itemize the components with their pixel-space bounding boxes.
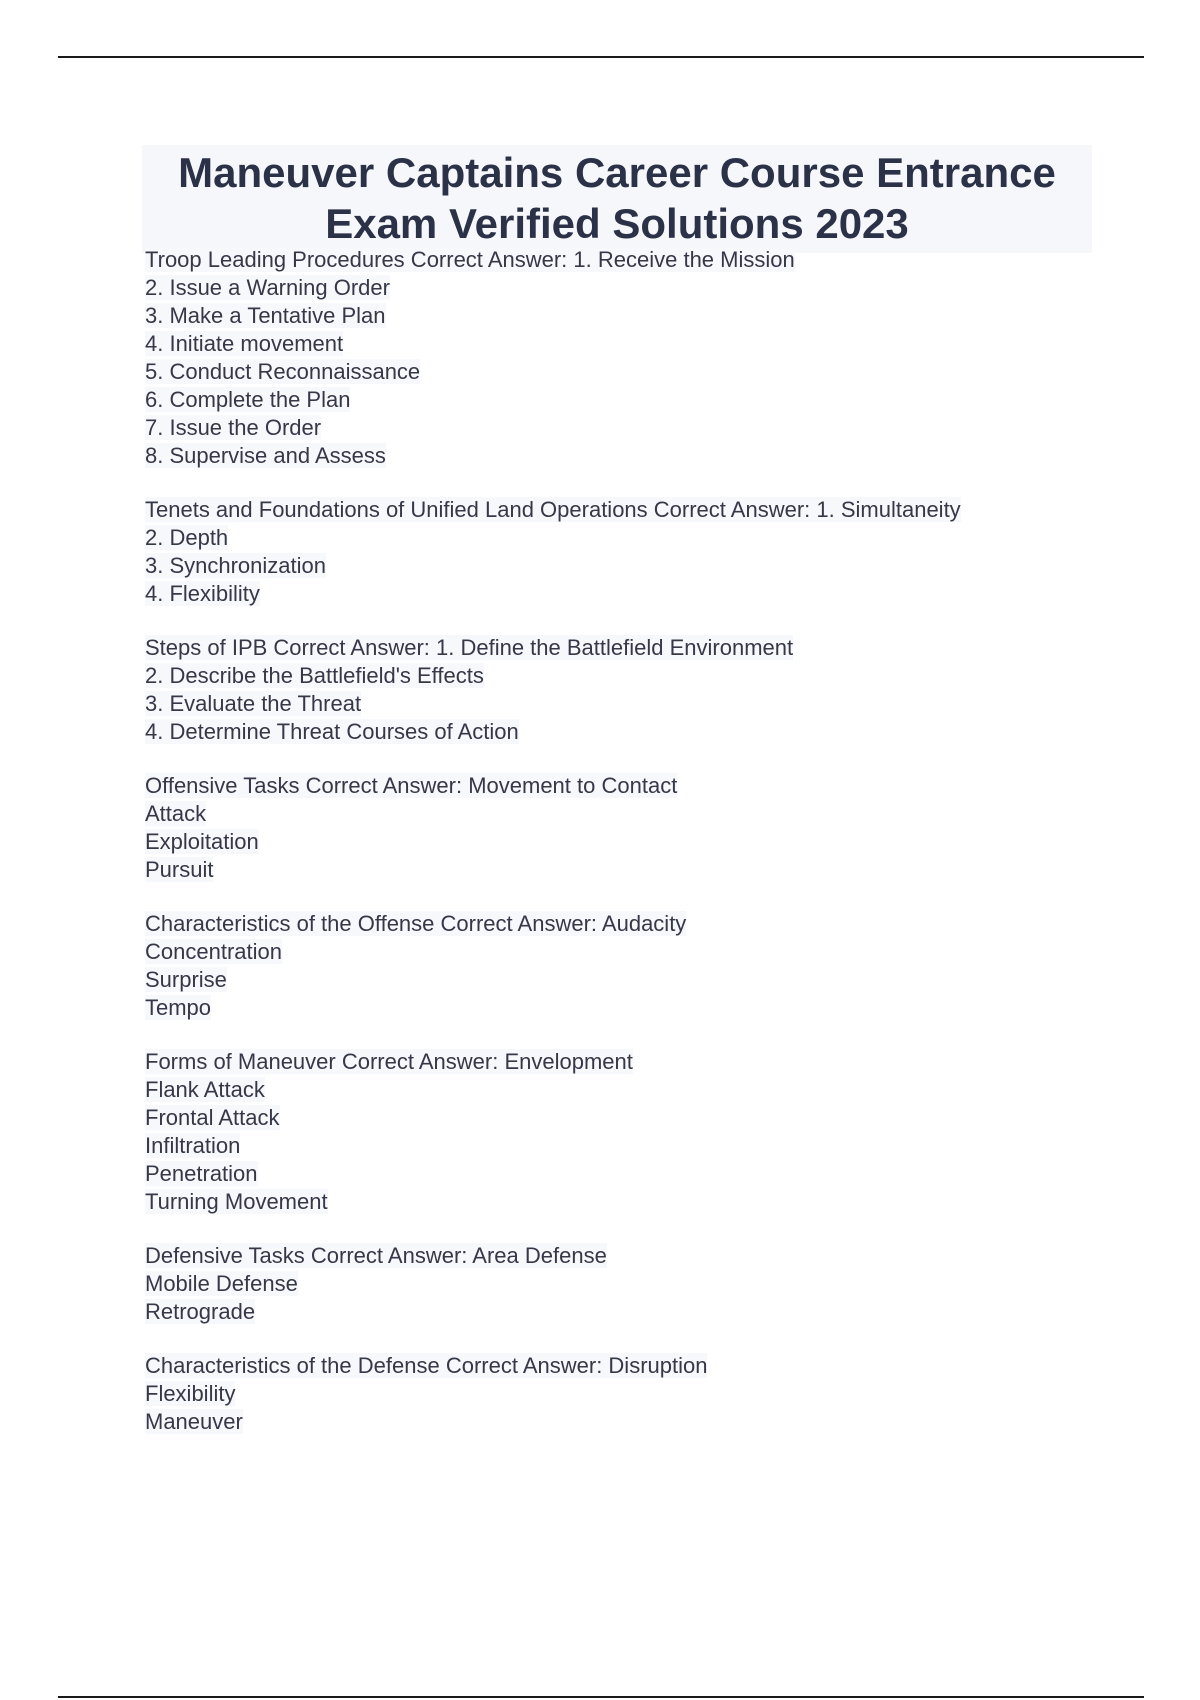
question-text: Offensive Tasks [145, 773, 300, 798]
qa-question-line [145, 1242, 1105, 1270]
answer-line: Retrograde [145, 1299, 256, 1324]
answer-line: 8. Supervise and Assess [145, 443, 386, 468]
answer-first-line: 1. Receive the Mission [573, 247, 795, 272]
answer-line: Pursuit [145, 857, 214, 882]
title-line: Exam Verified Solutions 2023 [325, 200, 909, 247]
answer-line: Flexibility [145, 1381, 236, 1406]
answer-prefix: Correct Answer: [647, 497, 817, 522]
answer-line: 7. Issue the Order [145, 415, 322, 440]
answer-first-line: Disruption [608, 1353, 708, 1378]
qa-question-line [145, 496, 1105, 524]
qa-item [145, 246, 1105, 470]
answer-prefix: Correct Answer: [304, 1243, 473, 1268]
answer-line: Mobile Defense [145, 1271, 298, 1296]
qa-item [145, 772, 1105, 884]
qa-question-line [145, 246, 1105, 274]
question-text: Troop Leading Procedures [145, 247, 405, 272]
qa-item [145, 634, 1105, 746]
answer-line: 2. Depth [145, 525, 229, 550]
answer-line: Surprise [145, 967, 227, 992]
answer-line: Concentration [145, 939, 282, 964]
answer-line: 4. Determine Threat Courses of Action [145, 719, 519, 744]
answer-line: Attack [145, 801, 207, 826]
qa-question-line [145, 772, 1105, 800]
answer-line: 3. Synchronization [145, 553, 326, 578]
answer-first-line: Envelopment [504, 1049, 633, 1074]
qa-item [145, 910, 1105, 1022]
title-line: Maneuver Captains Career Course Entrance [178, 149, 1056, 196]
page-title [142, 147, 1092, 249]
answer-first-line: Area Defense [472, 1243, 607, 1268]
question-text: Steps of IPB [145, 635, 268, 660]
qa-list [145, 246, 1105, 1462]
answer-prefix: Correct Answer: [434, 911, 602, 936]
question-text: Characteristics of the Defense [145, 1353, 440, 1378]
answer-line: Frontal Attack [145, 1105, 280, 1130]
answer-line: 5. Conduct Reconnaissance [145, 359, 421, 384]
answer-first-line: Audacity [601, 911, 687, 936]
answer-line: 6. Complete the Plan [145, 387, 351, 412]
bottom-rule [58, 1696, 1144, 1698]
answer-line: 3. Make a Tentative Plan [145, 303, 386, 328]
answer-prefix: Correct Answer: [267, 635, 437, 660]
qa-question-line [145, 910, 1105, 938]
qa-item [145, 496, 1105, 608]
answer-line: Turning Movement [145, 1189, 328, 1214]
question-text: Forms of Maneuver [145, 1049, 336, 1074]
answer-line: Maneuver [145, 1409, 243, 1434]
qa-question-line [145, 634, 1105, 662]
answer-first-line: 1. Define the Battlefield Environment [436, 635, 794, 660]
qa-question-line [145, 1352, 1105, 1380]
question-text: Characteristics of the Offense [145, 911, 435, 936]
top-rule [58, 56, 1144, 58]
answer-prefix: Correct Answer: [439, 1353, 609, 1378]
answer-prefix: Correct Answer: [299, 773, 469, 798]
answer-line: 2. Issue a Warning Order [145, 275, 390, 300]
qa-question-line [145, 1048, 1105, 1076]
answer-line: Penetration [145, 1161, 258, 1186]
answer-line: Tempo [145, 995, 212, 1020]
answer-line: 4. Flexibility [145, 581, 260, 606]
question-text: Defensive Tasks [145, 1243, 305, 1268]
answer-line: 2. Describe the Battlefield's Effects [145, 663, 484, 688]
answer-line: Flank Attack [145, 1077, 265, 1102]
answer-first-line: Movement to Contact [468, 773, 678, 798]
answer-prefix: Correct Answer: [335, 1049, 505, 1074]
answer-line: Exploitation [145, 829, 259, 854]
answer-line: Infiltration [145, 1133, 241, 1158]
answer-first-line: 1. Simultaneity [816, 497, 961, 522]
answer-line: 3. Evaluate the Threat [145, 691, 362, 716]
title-box [142, 145, 1092, 253]
qa-item [145, 1352, 1105, 1436]
answer-line: 4. Initiate movement [145, 331, 344, 356]
question-text: Tenets and Foundations of Unified Land Operations [145, 497, 648, 522]
answer-prefix: Correct Answer: [404, 247, 574, 272]
qa-item [145, 1242, 1105, 1326]
qa-item [145, 1048, 1105, 1216]
